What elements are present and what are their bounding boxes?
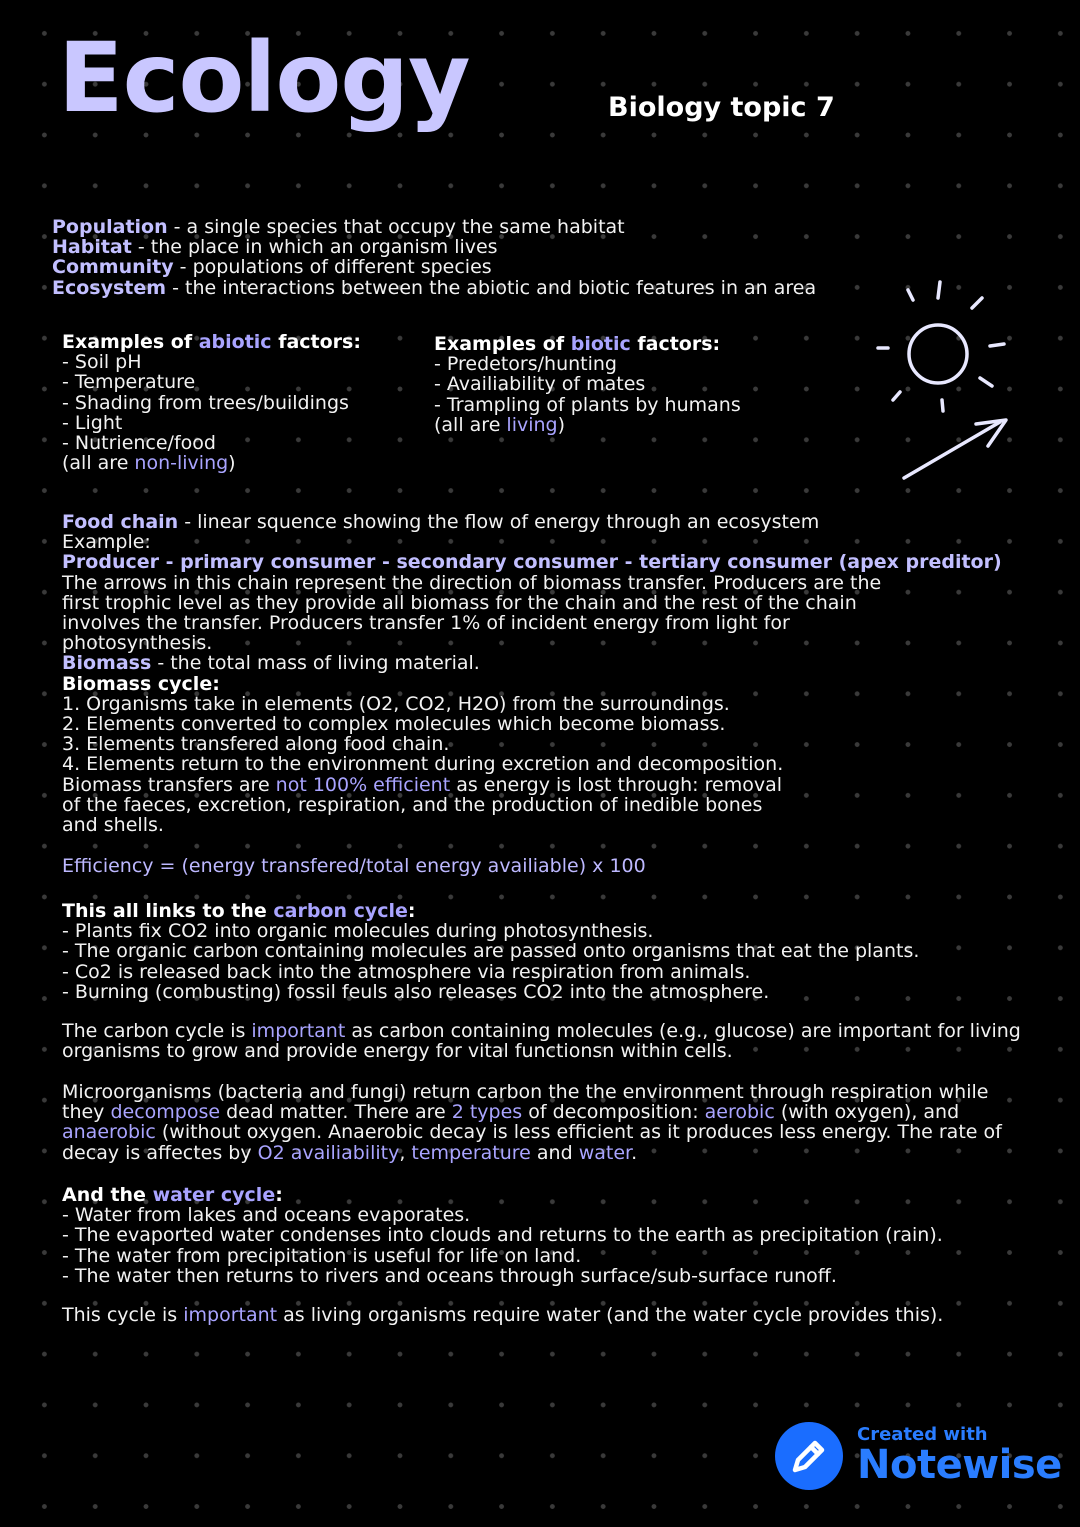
list-item: - Light — [62, 411, 123, 434]
list-item: 2. Elements converted to complex molecules which become biomass. — [62, 713, 726, 736]
carbon-importance: The carbon cycle is important as carbon containing molecules (e.g., glucose) are important for living organisms to grow and provide energy for vital functionsn within cells. — [62, 1020, 1021, 1063]
text-line: The arrows in this chain represent the direction of biomass transfer. Producers are the — [62, 571, 882, 594]
biomass-definition: Biomass - the total mass of living material. — [62, 652, 480, 675]
biotic-heading: Examples of biotic factors: — [434, 333, 721, 355]
carbon-cycle-heading: This all links to the carbon cycle: — [62, 900, 416, 922]
list-item: 4. Elements return to the environment during excretion and decomposition. — [62, 753, 784, 776]
list-item: - Trampling of plants by humans — [434, 393, 741, 416]
page-title: Ecology — [58, 22, 470, 134]
abiotic-factors — [62, 332, 361, 473]
biotic-note: (all are living) — [434, 413, 566, 436]
list-item: 1. Organisms take in elements (O2, CO2, H2O) from the surroundings. — [62, 692, 730, 715]
food-chain-section — [62, 512, 1002, 835]
page-subtitle: Biology topic 7 — [608, 92, 835, 123]
list-item: - The organic carbon containing molecules are passed onto organisms that eat the plants. — [62, 940, 920, 963]
list-item: - Shading from trees/buildings — [62, 391, 349, 414]
list-item: - Soil pH — [62, 351, 142, 374]
biotic-factors — [434, 334, 741, 435]
list-item: - Predetors/hunting — [434, 353, 617, 376]
abiotic-heading: Examples of abiotic factors: — [62, 331, 361, 353]
definition-community: Community - populations of different species — [52, 256, 492, 279]
biomass-cycle-heading: Biomass cycle: — [62, 672, 220, 695]
definition-population: Population - a single species that occupy the same habitat — [52, 216, 625, 238]
list-item: - Nutrience/food — [62, 432, 216, 455]
pen-icon — [775, 1422, 843, 1490]
list-item: - Co2 is released back into the atmosphere via respiration from animals. — [62, 960, 751, 983]
notewise-logo — [775, 1422, 843, 1490]
food-chain-example-label: Example: — [62, 531, 151, 554]
biomass-transfer-text: Biomass transfers are not 100% efficient as energy is lost through: removal — [62, 773, 783, 796]
text-line: first trophic level as they provide all biomass for the chain and the rest of the chain — [62, 591, 857, 614]
list-item: - Temperature — [62, 371, 196, 394]
water-cycle-section — [62, 1185, 943, 1286]
efficiency-equation: Efficiency = (energy transfered/total energy availiable) x 100 — [62, 855, 646, 877]
sun-icon — [860, 268, 1020, 488]
water-importance: This cycle is important as living organisms require water (and the water cycle provides this). — [62, 1304, 944, 1326]
list-item: - The water from precipitation is useful for life on land. — [62, 1244, 582, 1267]
food-chain-definition: Food chain - linear squence showing the flow of energy through an ecosystem — [62, 511, 820, 533]
abiotic-note: (all are non-living) — [62, 452, 236, 475]
list-item: - Burning (combusting) fossil feuls also releases CO2 into the atmosphere. — [62, 980, 770, 1003]
list-item: - Water from lakes and oceans evaporates. — [62, 1204, 471, 1227]
water-cycle-heading: And the water cycle: — [62, 1184, 283, 1206]
badge-brand-name: Notewise — [857, 1442, 1062, 1488]
list-item: 3. Elements transfered along food chain. — [62, 733, 450, 756]
text-line: involves the transfer. Producers transfer 1% of incident energy from light for — [62, 612, 790, 635]
decomposition-paragraph: Microorganisms (bacteria and fungi) return carbon the the environment through respiration while they decompose dead matter. There are 2 types of decomposition: aerobic (with oxygen), and anaerobic (without oxygen. Anaerobic decay is less efficient as it produces less energy. The rate of decay is affectes by O2 availiability, temperature and water. — [62, 1081, 1002, 1164]
list-item: - The evaported water condenses into clouds and returns to the earth as precipitation (rain). — [62, 1224, 943, 1247]
badge-created-with: Created with — [857, 1424, 988, 1445]
carbon-cycle-section — [62, 901, 919, 1002]
arrow-icon — [904, 420, 1006, 478]
definition-habitat: Habitat - the place in which an organism lives — [52, 236, 498, 259]
definitions — [52, 217, 816, 298]
text-line: photosynthesis. — [62, 632, 213, 655]
text-line: and shells. — [62, 814, 164, 837]
list-item: - Availiability of mates — [434, 373, 646, 396]
text-line: of the faeces, excretion, respiration, and the production of inedible bones — [62, 793, 763, 816]
definition-ecosystem: Ecosystem - the interactions between the abiotic and biotic features in an area — [52, 276, 817, 299]
food-chain-example: Producer - primary consumer - secondary consumer - tertiary consumer (apex preditor) — [62, 551, 1002, 574]
list-item: - The water then returns to rivers and oceans through surface/sub-surface runoff. — [62, 1264, 837, 1287]
list-item: - Plants fix CO2 into organic molecules during photosynthesis. — [62, 920, 654, 943]
